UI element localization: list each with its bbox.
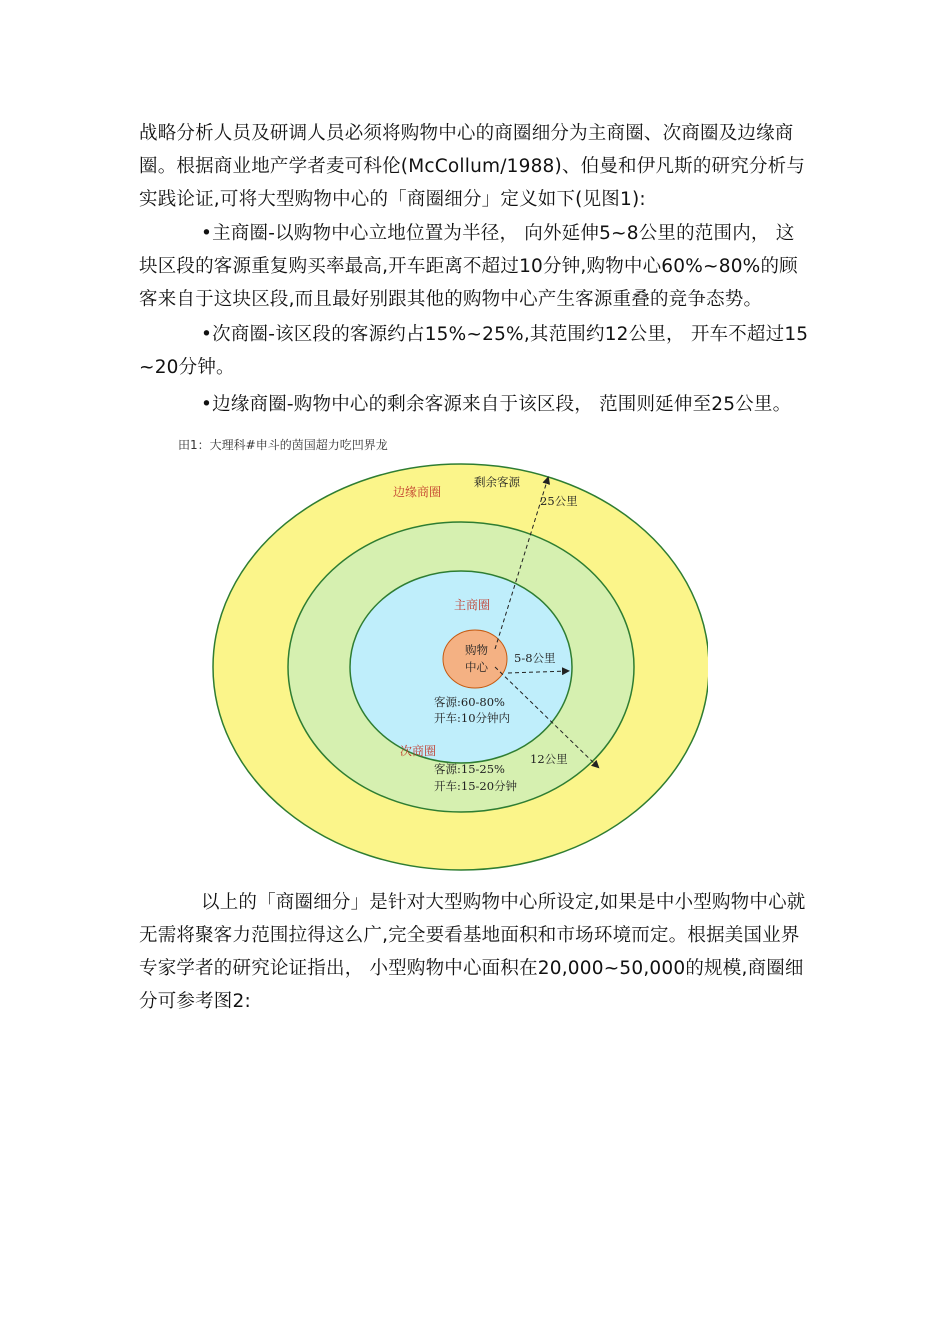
fringe-zone-note: 剩余客源 (474, 475, 520, 489)
radius-label-25km: 25公里 (540, 494, 578, 508)
center-label-line-2: 中心 (465, 660, 488, 674)
paragraph-small-centers: 以上的「商圈细分」是针对大型购物中心所设定,如果是中小型购物中心就无需将聚客力范围拉得这么广,完全要看基地面积和市场环境而定。根据美国业界专家学者的研究论证指出， 小型购物中心面积在20,000~50,000的规模,商圈细分可参考图2: (139, 892, 806, 1012)
paragraph-intro: 战略分析人员及研调人员必须将购物中心的商圈细分为主商圈、次商圈及边缘商圈。根据商业地产学者麦可科伦(McCollum/1988)、伯曼和伊凡斯的研究分析与实践论证,可将大型购物中心的「商圈细分」定义如下(见图1): (139, 123, 806, 210)
primary-zone-label: 主商圈 (454, 598, 491, 612)
fringe-zone-label: 边缘商圈 (393, 485, 442, 499)
trade-area-svg (208, 462, 708, 872)
paragraph-secondary-zone: •次商圈-该区段的客源约占15%~25%,其范围约12公里， 开车不超过15 ~20分钟。 (139, 324, 809, 378)
primary-zone-drive-time: 开车:10分钟内 (434, 711, 511, 725)
trade-area-diagram (208, 462, 708, 872)
radius-label-5-8km: 5-8公里 (514, 651, 556, 665)
secondary-zone-drive-time: 开车:15-20分钟 (434, 779, 518, 793)
secondary-zone-customers: 客源:15-25% (434, 762, 505, 776)
shopping-center-circle (443, 630, 507, 688)
secondary-zone-label: 次商圈 (400, 744, 437, 758)
radius-label-12km: 12公里 (530, 752, 568, 766)
primary-zone-customers: 客源:60-80% (434, 695, 505, 709)
figure-caption: 田1：大理科#申斗的茵国超力吃凹界龙 (178, 438, 388, 452)
paragraph-fringe-zone: •边缘商圈-购物中心的剩余客源来自于该区段， 范围则延伸至25公里。 (201, 394, 792, 415)
center-label-line-1: 购物 (465, 643, 488, 657)
paragraph-primary-zone: •主商圈-以购物中心立地位置为半径， 向外延伸5~8公里的范围内， 这块区段的客源重复购买率最高,开车距离不超过10分钟,购物中心60%~80%的顾客来自于这块区段,而且最好别跟其他的购物中心产生客源重叠的竞争态势。 (139, 223, 798, 310)
